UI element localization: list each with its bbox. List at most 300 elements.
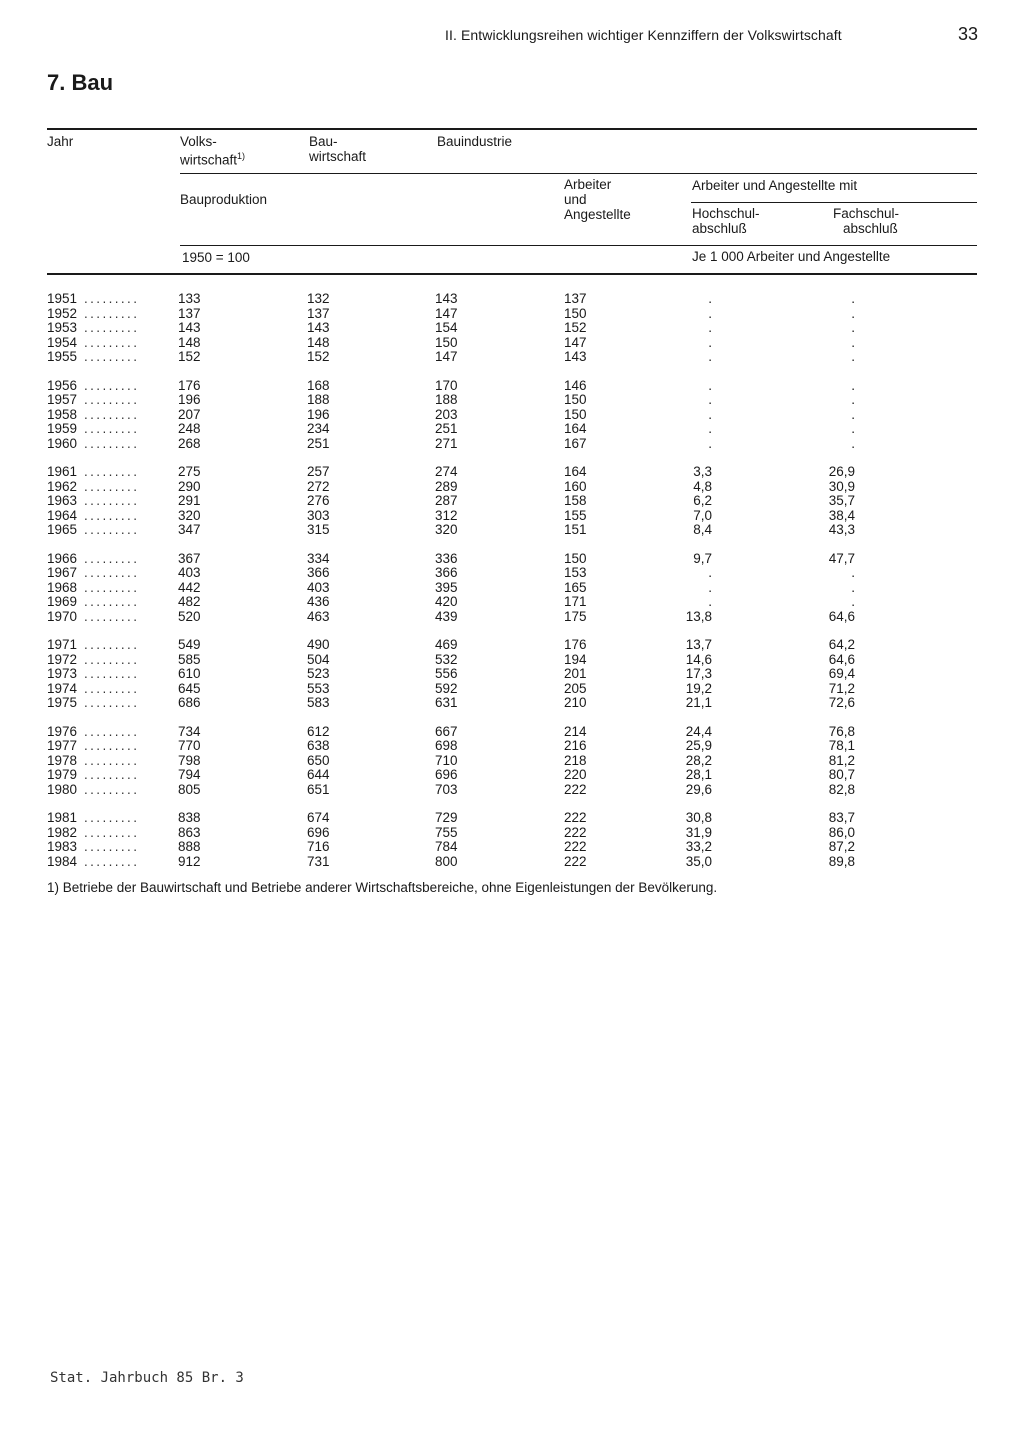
hochschulabschluss-cell: . [708,334,712,350]
header-bauwirtschaft [309,134,366,164]
bauindustrie-cell: 703 [435,781,458,797]
arbeiter-angestellte-cell: 201 [564,666,587,681]
header-volkswirtschaft [180,134,245,168]
year-cell: 1953 [47,320,78,335]
hochschulabschluss-cell: . [708,320,712,335]
table-row [47,321,967,336]
bauwirtschaft-cell: 553 [307,680,330,696]
header-hochschulabschluss [692,206,760,236]
table-row [47,581,967,596]
arbeiter-angestellte-cell: 218 [564,752,587,768]
table-row [47,826,967,841]
fachschulabschluss-cell: 81,2 [828,752,855,768]
volkswirtschaft-cell: 686 [178,695,201,710]
footnote: 1) Betriebe der Bauwirtschaft und Betriebe anderer Wirtschaftsbereiche, ohne Eigenleistungen der Bevölkerung. [47,880,718,895]
fachschulabschluss-cell: . [851,291,855,306]
arbeiter-angestellte-cell: 164 [564,464,587,479]
hochschulabschluss-cell: 6,2 [693,493,712,508]
bauindustrie-cell: 312 [435,507,458,523]
fachschulabschluss-cell: 78,1 [828,738,855,753]
leader-dots: ......... [84,695,140,710]
year-cell: 1979 [47,767,78,782]
hochschulabschluss-cell: 19,2 [685,680,712,696]
hochschulabschluss-cell: . [708,406,712,422]
bauwirtschaft-cell: 196 [307,406,330,422]
table-row [47,336,967,351]
year-cell: 1965 [47,522,78,537]
volkswirtschaft-cell: 367 [178,550,201,566]
year-cell: 1975 [47,695,78,710]
hochschulabschluss-cell: 13,8 [685,608,712,624]
volkswirtschaft-cell: 770 [178,738,201,753]
hochschulabschluss-cell: . [708,377,712,393]
bauwirtschaft-cell: 272 [307,478,330,494]
bauindustrie-cell: 147 [435,305,458,321]
hochschulabschluss-cell: 31,9 [685,824,712,840]
table-row [47,682,967,697]
bauindustrie-cell: 532 [435,651,458,667]
leader-dots: ......... [84,839,140,854]
bauwirtschaft-cell: 463 [307,608,330,624]
bauwirtschaft-cell: 650 [307,752,330,768]
table-row [47,768,967,783]
bauindustrie-cell: 698 [435,738,458,753]
bauindustrie-cell: 147 [435,349,458,364]
year-cell: 1970 [47,608,78,624]
arbeiter-angestellte-cell: 205 [564,680,587,696]
fachschulabschluss-cell: . [851,320,855,335]
bauindustrie-cell: 170 [435,377,458,393]
bauwirtschaft-cell: 504 [307,651,330,667]
table-row [47,437,967,452]
year-cell: 1967 [47,565,78,580]
hochschulabschluss-cell: 30,8 [685,810,712,825]
fachschulabschluss-cell: 80,7 [828,767,855,782]
bauindustrie-cell: 143 [435,291,458,306]
arbeiter-angestellte-cell: 220 [564,767,587,782]
bauindustrie-cell: 439 [435,608,458,624]
leader-dots: ......... [84,377,140,393]
volkswirtschaft-cell: 403 [178,565,201,580]
section-title: 7. Bau [47,70,114,95]
arbeiter-angestellte-cell: 150 [564,550,587,566]
arbeiter-angestellte-cell: 214 [564,723,587,739]
table-row [47,739,967,754]
fachschulabschluss-cell: . [851,377,855,393]
bauwirtschaft-cell: 251 [307,435,330,451]
volkswirtschaft-cell: 248 [178,421,201,436]
bauindustrie-cell: 420 [435,594,458,609]
fachschulabschluss-cell: 86,0 [828,824,855,840]
volkswirtschaft-cell: 207 [178,406,201,422]
table-header-bottom-rule [47,273,977,275]
bauindustrie-cell: 150 [435,334,458,350]
header-arbeiter-angestellte-mit: Arbeiter und Angestellte mit [692,178,858,193]
subheader-divider-rule [691,202,977,203]
hochschulabschluss-cell: . [708,305,712,321]
fachschulabschluss-cell: 64,6 [828,608,855,624]
hochschulabschluss-cell: . [708,594,712,609]
table-row [47,610,967,625]
fachschulabschluss-cell: . [851,435,855,451]
arbeiter-angestellte-cell: 222 [564,839,587,854]
hochschulabschluss-cell: . [708,579,712,595]
bauwirtschaft-cell: 257 [307,464,330,479]
bauwirtschaft-cell: 523 [307,666,330,681]
header-fachschulabschluss [833,206,899,236]
bauwirtschaft-cell: 716 [307,839,330,854]
leader-dots: ......... [84,723,140,739]
header-hochschul-line1: Hochschul- [692,206,760,221]
table-row [47,465,967,480]
header-volkswirtschaft-line1: Volks- [180,134,217,149]
fachschulabschluss-cell: 38,4 [828,507,855,523]
arbeiter-angestellte-cell: 137 [564,291,587,306]
bauindustrie-cell: 592 [435,680,458,696]
volkswirtschaft-cell: 805 [178,781,201,797]
volkswirtschaft-cell: 838 [178,810,201,825]
volkswirtschaft-cell: 482 [178,594,201,609]
leader-dots: ......... [84,579,140,595]
bauwirtschaft-cell: 315 [307,522,330,537]
volkswirtschaft-cell: 133 [178,291,201,306]
leader-dots: ......... [84,334,140,350]
bauwirtschaft-cell: 612 [307,723,330,739]
bauwirtschaft-cell: 436 [307,594,330,609]
volkswirtschaft-cell: 520 [178,608,201,624]
bauwirtschaft-cell: 490 [307,637,330,652]
fachschulabschluss-cell: . [851,392,855,407]
bauwirtschaft-cell: 583 [307,695,330,710]
header-je-1000: Je 1 000 Arbeiter und Angestellte [692,249,891,264]
table-row [47,566,967,581]
bauindustrie-cell: 289 [435,478,458,494]
fachschulabschluss-cell: 64,6 [828,651,855,667]
volkswirtschaft-cell: 275 [178,464,201,479]
volkswirtschaft-cell: 196 [178,392,201,407]
bauwirtschaft-cell: 168 [307,377,330,393]
volkswirtschaft-cell: 734 [178,723,201,739]
fachschulabschluss-cell: . [851,594,855,609]
fachschulabschluss-cell: 83,7 [828,810,855,825]
arbeiter-angestellte-cell: 222 [564,781,587,797]
leader-dots: ......... [84,349,140,364]
arbeiter-angestellte-cell: 194 [564,651,587,667]
arbeiter-angestellte-cell: 165 [564,579,587,595]
year-cell: 1980 [47,781,78,797]
header-arbeiter-line3: Angestellte [564,207,631,222]
leader-dots: ......... [84,305,140,321]
leader-dots: ......... [84,651,140,667]
hochschulabschluss-cell: 35,0 [685,853,712,869]
leader-dots: ......... [84,392,140,407]
hochschulabschluss-cell: . [708,565,712,580]
table-row [47,480,967,495]
year-cell: 1974 [47,680,78,696]
table-row [47,552,967,567]
volkswirtschaft-cell: 347 [178,522,201,537]
hochschulabschluss-cell: 17,3 [685,666,712,681]
imprint: Stat. Jahrbuch 85 Br. 3 [50,1370,244,1386]
year-cell: 1978 [47,752,78,768]
bauindustrie-cell: 729 [435,810,458,825]
bauindustrie-cell: 251 [435,421,458,436]
fachschulabschluss-cell: 72,6 [828,695,855,710]
fachschulabschluss-cell: 89,8 [828,853,855,869]
arbeiter-angestellte-cell: 155 [564,507,587,523]
arbeiter-angestellte-cell: 175 [564,608,587,624]
year-cell: 1973 [47,666,78,681]
hochschulabschluss-cell: 13,7 [685,637,712,652]
arbeiter-angestellte-cell: 167 [564,435,587,451]
volkswirtschaft-cell: 798 [178,752,201,768]
bauwirtschaft-cell: 188 [307,392,330,407]
hochschulabschluss-cell: 9,7 [693,550,712,566]
fachschulabschluss-cell: . [851,421,855,436]
header-divider-rule [180,173,977,174]
volkswirtschaft-cell: 585 [178,651,201,667]
hochschulabschluss-cell: 24,4 [685,723,712,739]
leader-dots: ......... [84,320,140,335]
header-basis: 1950 = 100 [182,250,250,265]
table-row [47,509,967,524]
bauwirtschaft-cell: 132 [307,291,330,306]
fachschulabschluss-cell: 47,7 [828,550,855,566]
hochschulabschluss-cell: 14,6 [685,651,712,667]
bauwirtschaft-cell: 276 [307,493,330,508]
table-row [47,855,967,870]
running-header: II. Entwicklungsreihen wichtiger Kennziffern der Volkswirtschaft [445,27,842,43]
fachschulabschluss-cell: . [851,349,855,364]
year-cell: 1962 [47,478,78,494]
table-row [47,754,967,769]
hochschulabschluss-cell: . [708,291,712,306]
arbeiter-angestellte-cell: 160 [564,478,587,494]
hochschulabschluss-cell: 8,4 [693,522,712,537]
bauindustrie-cell: 188 [435,392,458,407]
table-row [47,638,967,653]
volkswirtschaft-cell: 549 [178,637,201,652]
arbeiter-angestellte-cell: 147 [564,334,587,350]
fachschulabschluss-cell: . [851,579,855,595]
arbeiter-angestellte-cell: 210 [564,695,587,710]
leader-dots: ......... [84,680,140,696]
bauindustrie-cell: 366 [435,565,458,580]
table-top-rule [47,128,977,130]
hochschulabschluss-cell: 25,9 [685,738,712,753]
table-row [47,783,967,798]
year-cell: 1976 [47,723,78,739]
volkswirtschaft-cell: 863 [178,824,201,840]
leader-dots: ......... [84,594,140,609]
bauindustrie-cell: 336 [435,550,458,566]
volkswirtschaft-cell: 148 [178,334,201,350]
bauindustrie-cell: 784 [435,839,458,854]
year-cell: 1956 [47,377,78,393]
hochschulabschluss-cell: 21,1 [685,695,712,710]
bauindustrie-cell: 320 [435,522,458,537]
header-jahr: Jahr [47,134,74,149]
bauwirtschaft-cell: 137 [307,305,330,321]
leader-dots: ......... [84,478,140,494]
leader-dots: ......... [84,767,140,782]
bauwirtschaft-cell: 696 [307,824,330,840]
year-cell: 1957 [47,392,78,407]
leader-dots: ......... [84,435,140,451]
bauwirtschaft-cell: 731 [307,853,330,869]
footnote-marker: 1) [237,151,246,161]
bauwirtschaft-cell: 148 [307,334,330,350]
header-fachschul-line2: abschluß [843,221,898,236]
arbeiter-angestellte-cell: 164 [564,421,587,436]
arbeiter-angestellte-cell: 153 [564,565,587,580]
year-cell: 1981 [47,810,78,825]
arbeiter-angestellte-cell: 146 [564,377,587,393]
hochschulabschluss-cell: . [708,421,712,436]
fachschulabschluss-cell: 71,2 [828,680,855,696]
year-cell: 1954 [47,334,78,350]
bauindustrie-cell: 287 [435,493,458,508]
year-cell: 1968 [47,579,78,595]
leader-dots: ......... [84,406,140,422]
year-cell: 1951 [47,291,78,306]
arbeiter-angestellte-cell: 143 [564,349,587,364]
fachschulabschluss-cell: 26,9 [828,464,855,479]
leader-dots: ......... [84,421,140,436]
arbeiter-angestellte-cell: 222 [564,824,587,840]
fachschulabschluss-cell: 43,3 [828,522,855,537]
hochschulabschluss-cell: 7,0 [693,507,712,523]
volkswirtschaft-cell: 645 [178,680,201,696]
table-row [47,811,967,826]
volkswirtschaft-cell: 291 [178,493,201,508]
fachschulabschluss-cell: . [851,565,855,580]
fachschulabschluss-cell: 35,7 [828,493,855,508]
header-arbeiter-line2: und [564,192,587,207]
table-row [47,725,967,740]
volkswirtschaft-cell: 152 [178,349,201,364]
volkswirtschaft-cell: 290 [178,478,201,494]
header-fachschul-line1: Fachschul- [833,206,900,221]
year-cell: 1964 [47,507,78,523]
bauindustrie-cell: 755 [435,824,458,840]
header-bauwirtschaft-line2: wirtschaft [309,149,367,164]
volkswirtschaft-cell: 610 [178,666,201,681]
volkswirtschaft-cell: 268 [178,435,201,451]
bauwirtschaft-cell: 152 [307,349,330,364]
fachschulabschluss-cell: 76,8 [828,723,855,739]
volkswirtschaft-cell: 912 [178,853,201,869]
bauindustrie-cell: 696 [435,767,458,782]
table-row [47,696,967,711]
header-arbeiter-angestellte [564,177,631,222]
hochschulabschluss-cell: 29,6 [685,781,712,797]
year-cell: 1984 [47,853,78,869]
bauwirtschaft-cell: 403 [307,579,330,595]
year-cell: 1958 [47,406,78,422]
arbeiter-angestellte-cell: 151 [564,522,587,537]
fachschulabschluss-cell: 87,2 [828,839,855,854]
table-row [47,292,967,307]
arbeiter-angestellte-cell: 171 [564,594,587,609]
volkswirtschaft-cell: 442 [178,579,201,595]
header-bauindustrie: Bauindustrie [437,134,513,149]
volkswirtschaft-cell: 888 [178,839,201,854]
fachschulabschluss-cell: 30,9 [828,478,855,494]
volkswirtschaft-cell: 794 [178,767,201,782]
bauwirtschaft-cell: 366 [307,565,330,580]
bauindustrie-cell: 274 [435,464,458,479]
hochschulabschluss-cell: . [708,349,712,364]
bauindustrie-cell: 631 [435,695,458,710]
year-cell: 1961 [47,464,78,479]
arbeiter-angestellte-cell: 176 [564,637,587,652]
volkswirtschaft-cell: 137 [178,305,201,321]
year-cell: 1969 [47,594,78,609]
leader-dots: ......... [84,565,140,580]
leader-dots: ......... [84,493,140,508]
bauindustrie-cell: 710 [435,752,458,768]
table-row [47,408,967,423]
bauwirtschaft-cell: 638 [307,738,330,753]
leader-dots: ......... [84,637,140,652]
header-hochschul-line2: abschluß [692,221,747,236]
bauindustrie-cell: 203 [435,406,458,422]
leader-dots: ......... [84,291,140,306]
unit-divider-rule [180,245,977,246]
fachschulabschluss-cell: 69,4 [828,666,855,681]
table-row [47,595,967,610]
leader-dots: ......... [84,608,140,624]
table-row [47,653,967,668]
bauindustrie-cell: 271 [435,435,458,451]
table-row [47,393,967,408]
fachschulabschluss-cell: . [851,305,855,321]
leader-dots: ......... [84,507,140,523]
bauindustrie-cell: 469 [435,637,458,652]
year-cell: 1955 [47,349,78,364]
hochschulabschluss-cell: 33,2 [685,839,712,854]
hochschulabschluss-cell: . [708,435,712,451]
hochschulabschluss-cell: 4,8 [693,478,712,494]
bauwirtschaft-cell: 674 [307,810,330,825]
bauindustrie-cell: 667 [435,723,458,739]
leader-dots: ......... [84,464,140,479]
leader-dots: ......... [84,781,140,797]
table-row [47,379,967,394]
bauindustrie-cell: 395 [435,579,458,595]
leader-dots: ......... [84,810,140,825]
table-row [47,422,967,437]
leader-dots: ......... [84,550,140,566]
year-cell: 1959 [47,421,78,436]
bauindustrie-cell: 556 [435,666,458,681]
header-volkswirtschaft-line2 [180,149,245,168]
hochschulabschluss-cell: . [708,392,712,407]
bauwirtschaft-cell: 303 [307,507,330,523]
year-cell: 1983 [47,839,78,854]
year-cell: 1972 [47,651,78,667]
year-cell: 1963 [47,493,78,508]
leader-dots: ......... [84,522,140,537]
arbeiter-angestellte-cell: 222 [564,853,587,869]
leader-dots: ......... [84,738,140,753]
bauwirtschaft-cell: 143 [307,320,330,335]
table-row [47,840,967,855]
bauwirtschaft-cell: 644 [307,767,330,782]
arbeiter-angestellte-cell: 150 [564,305,587,321]
volkswirtschaft-cell: 176 [178,377,201,393]
